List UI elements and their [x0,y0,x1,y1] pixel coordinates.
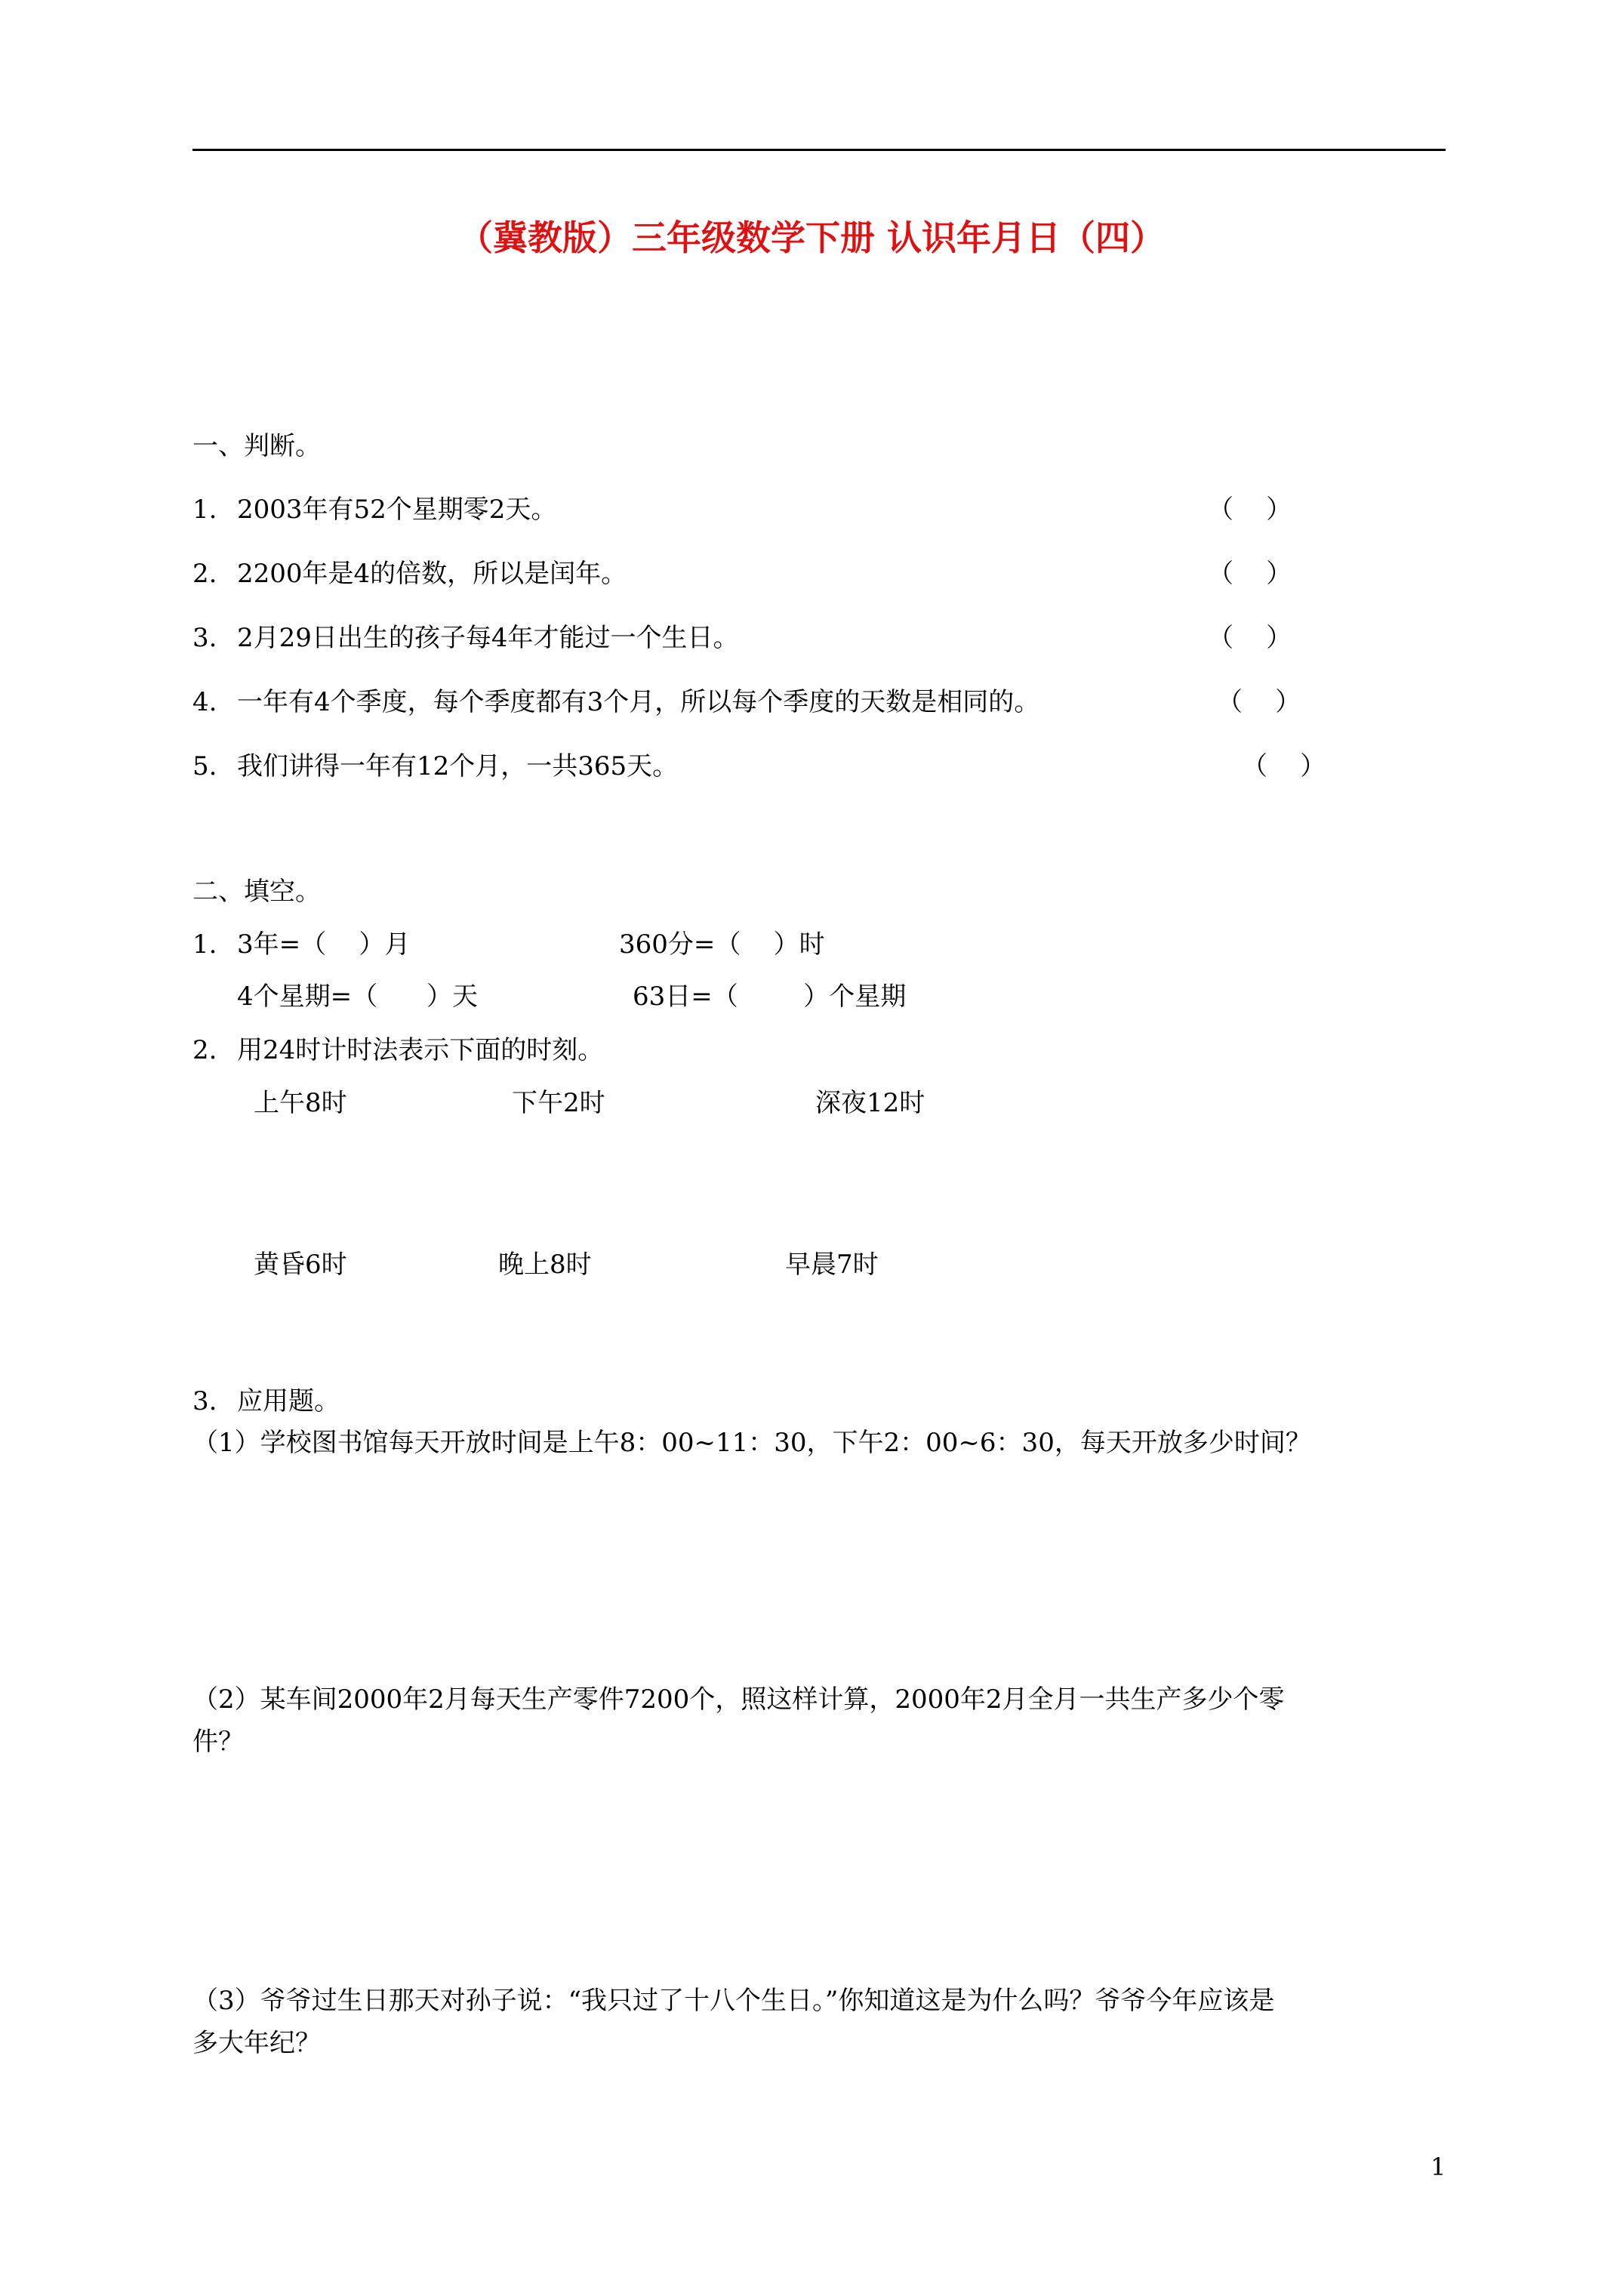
word-problem-1: （1）学校图书馆每天开放时间是上午8：00~11：30，下午2：00~6：30，每天开放多少时间？ [192,1428,1311,1458]
judge-item-4-answer[interactable]: （ ） [1217,687,1301,717]
time-evening-8: 晚上8时 [498,1250,592,1280]
word-problem-2-line2: 件？ [192,1727,244,1757]
word-problem-2-line1: （2）某车间2000年2月每天生产零件7200个，照这样计算，2000年2月全月一共生产多少个零 [192,1684,1285,1715]
fill-q1-weeks-days[interactable]: 4个星期=（ ）天 [237,982,478,1012]
section2-heading: 二、填空。 [192,877,321,907]
judge-item-2-num: 2. [192,559,217,589]
fill-q3-text: 应用题。 [237,1386,340,1416]
judge-item-3-text: 2月29日出生的孩子每4年才能过一个生日。 [237,623,739,653]
time-dusk-6: 黄昏6时 [254,1250,347,1280]
judge-item-3-num: 3. [192,623,217,653]
fill-q1-minutes-hours[interactable]: 360分=（ ）时 [619,929,825,960]
fill-q3-num: 3. [192,1386,217,1416]
judge-item-1-num: 1. [192,495,217,525]
page-number: 1 [1431,2153,1446,2181]
judge-item-5-answer[interactable]: （ ） [1242,751,1326,781]
fill-q1-years-months[interactable]: 3年=（ ）月 [237,929,411,960]
word-problem-3-line2: 多大年纪？ [192,2028,321,2058]
judge-item-5-text: 我们讲得一年有12个月，一共365天。 [237,751,679,781]
section1-heading: 一、判断。 [192,431,321,461]
judge-item-1-text: 2003年有52个星期零2天。 [237,495,557,525]
time-morning-8: 上午8时 [254,1088,347,1118]
judge-item-4-num: 4. [192,687,217,717]
judge-item-3-answer[interactable]: （ ） [1208,623,1292,653]
time-early-morning-7: 早晨7时 [785,1250,879,1280]
fill-q2-text: 用24时计时法表示下面的时刻。 [237,1035,604,1065]
judge-item-2-text: 2200年是4的倍数，所以是闰年。 [237,559,627,589]
fill-q2-num: 2. [192,1035,217,1065]
fill-q1-num: 1. [192,929,217,960]
judge-item-5-num: 5. [192,751,217,781]
judge-item-1-answer[interactable]: （ ） [1208,495,1292,525]
page-title: （冀教版）三年级数学下册 认识年月日（四） [457,217,1165,258]
judge-item-2-answer[interactable]: （ ） [1208,559,1292,589]
judge-item-4-text: 一年有4个季度，每个季度都有3个月，所以每个季度的天数是相同的。 [237,687,1040,717]
header-rule [192,149,1446,151]
time-afternoon-2: 下午2时 [512,1088,605,1118]
fill-q1-days-weeks[interactable]: 63日=（ ）个星期 [633,982,907,1012]
word-problem-3-line1: （3）爷爷过生日那天对孙子说：“我只过了十八个生日。”你知道这是为什么吗？爷爷今年应该是 [192,1986,1275,2016]
time-midnight-12: 深夜12时 [815,1088,925,1118]
